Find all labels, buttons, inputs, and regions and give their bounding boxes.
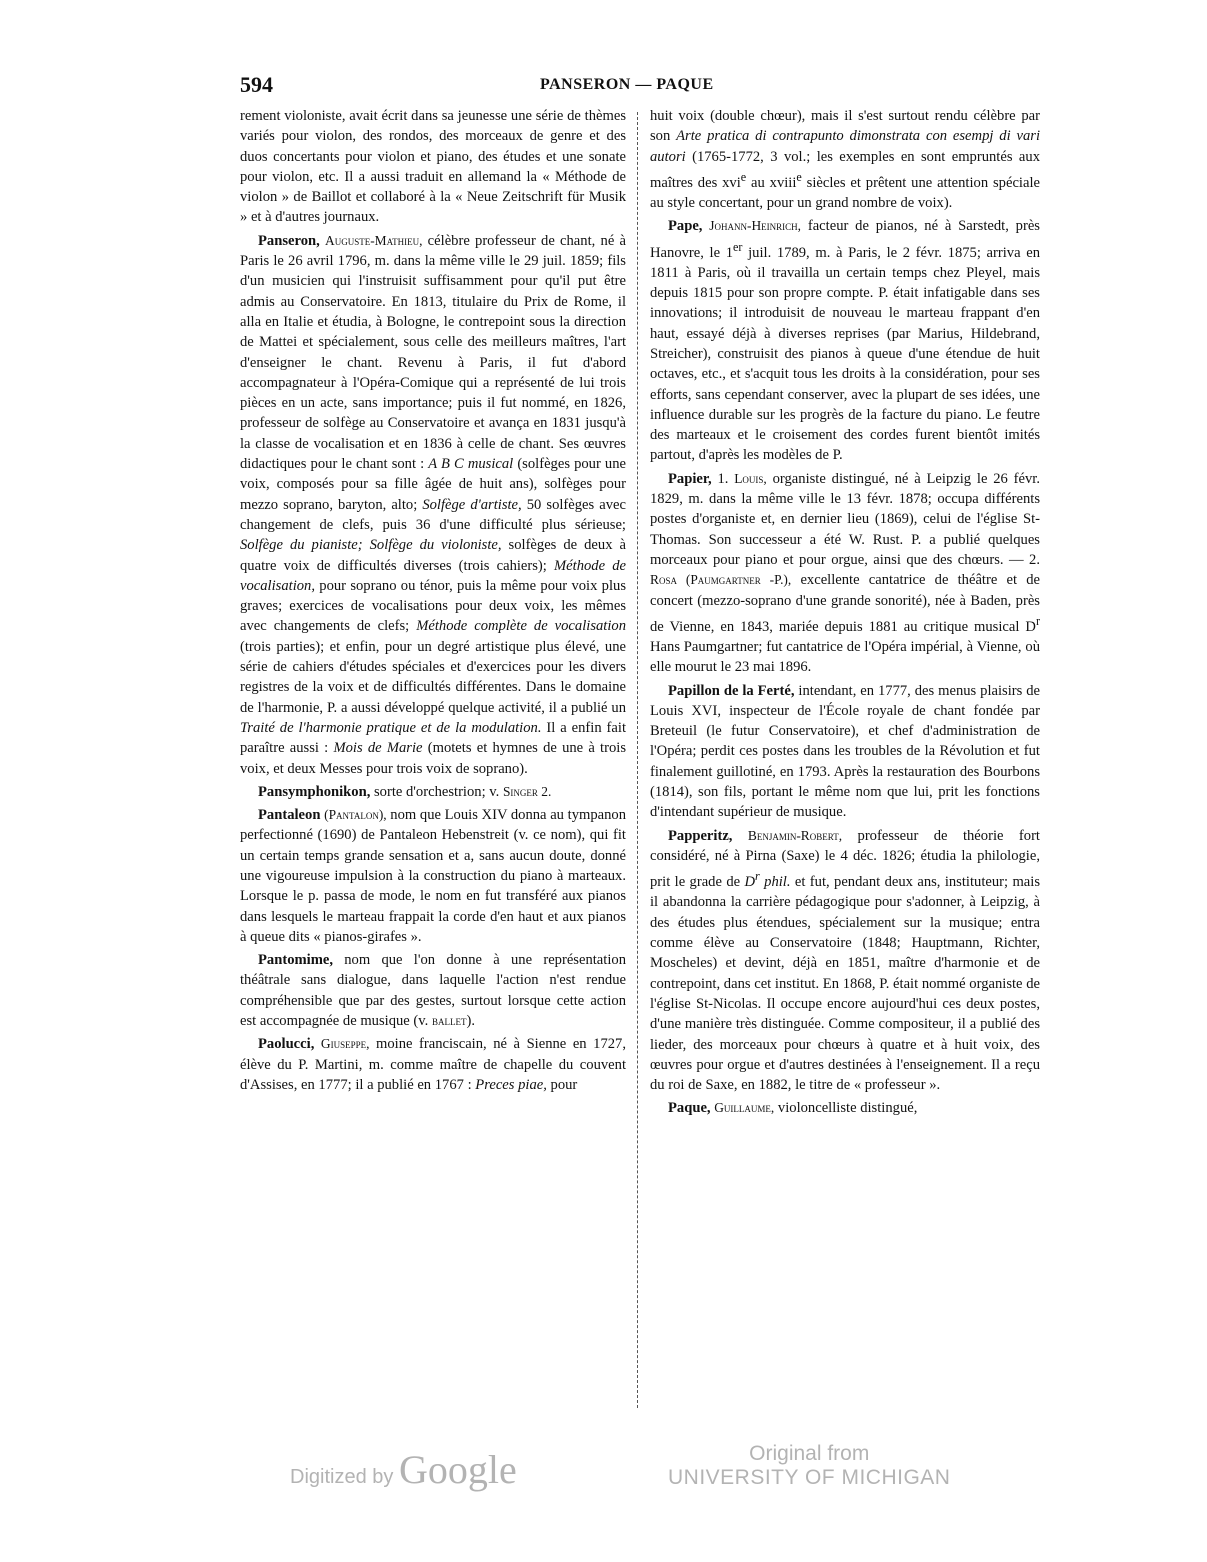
- entry-continuation: huit voix (double chœur), mais il s'est surtout rendu célèbre par son Arte pratica di contrapunto dimonstrata con esempj di vari autori (1765-1772, 3 vol.; les exemples en sont empruntés aux maîtres des xvi$^e$ au xviii$^e$ siècles et prêtent une attention spéciale au style concertant, pour un grand nombre de voix).: [650, 108, 1041, 212]
- entry-pape: Pape, Johann-Heinrich, facteur de pianos, né à Sarstedt, près Hanovre, le 1er juil. 1789, m. à Paris, le 2 févr. 1875; arriva en 1811 à Paris, où il travailla un certain temps chez Pleyel, mais depuis 1815 pour son propre compte. P. était infatigable dans ses innovations; il introduisit de nouveau le marteau frappant d'en haut, essayé déjà à diverses reprises (par Marius, Hildebrand, Streicher), construisit des pianos à queue d'une étendue de huit octaves, etc., et s'acquit tous les droits à la considération, pour ses efforts, sans cependant conserver, avec la plupart de ses idées, une influence durable sur les progrès de la facture du piano. Le feutre des marteaux et le croisement des cordes furent bientôt imités partout, d'après les modèles de P.: [650, 218, 1040, 464]
- entry-headword: Pantaleon: [258, 807, 321, 824]
- entry-headword: Papperitz,: [668, 827, 733, 844]
- entry-papillon: Papillon de la Ferté, intendant, en 1777, des menus plaisirs de Louis XVI, inspecteur de l'École royale de chant fondée par Breteuil (le futur Conservatoire), et chef d'administration de l'Opéra; perdit ces postes dans les troubles de la Révolution et fut finalement guillotiné, en 1793. Après la restauration des Bourbons (1814), son fils, portant le même nom que lui, prit les fonctions d'intendant supérieur de musique.: [650, 682, 1040, 821]
- entry-forename: Louis,: [734, 470, 767, 486]
- work-title: Arte pratica di contrapunto dimonstrata con esempj di vari autori: [650, 128, 1041, 165]
- entry-forename: Giuseppe,: [320, 1036, 370, 1052]
- work-title: Méthode complète de vocalisation: [416, 618, 626, 635]
- running-head: PANSERON — PAQUE: [540, 76, 714, 93]
- page-number: 594: [240, 72, 273, 97]
- entry-headword: Paque,: [668, 1100, 711, 1117]
- entry-forename: Benjamin-Robert,: [747, 827, 843, 843]
- work-title: Mois de Marie: [333, 740, 423, 757]
- entry-paolucci: Paolucci, Giuseppe, moine franciscain, né à Sienne en 1727, élève du P. Martini, m. comme maître de chapelle du couvent d'Assises, en 1777; il a publié en 1767 : Preces piae, pour: [240, 1036, 626, 1093]
- right-column: [650, 106, 1040, 1122]
- work-title: Solfège d'artiste,: [422, 496, 522, 513]
- library-watermark: Original from UNIVERSITY OF MICHIGAN: [668, 1442, 951, 1489]
- entry-headword: Panseron,: [258, 232, 320, 249]
- entry-pansymphonikon: Pansymphonikon, sorte d'orchestrion; v. Singer 2.: [258, 783, 552, 800]
- cross-reference: Singer 2.: [502, 783, 552, 799]
- entry-forename: Guillaume,: [714, 1100, 775, 1116]
- entry-pantomime: Pantomime, nom que l'on donne à une représentation théâtrale sans dialogue, dans laquelle l'action n'est rendue compréhensible que par des gestes, surtout lorsque cette action est accompagnée de musique (v. ballet).: [240, 952, 626, 1030]
- entry-papperitz: Papperitz, Benjamin-Robert, professeur de théorie fort considéré, né à Pirna (Saxe) le 4 déc. 1826; étudia la philologie, prit le grade de $D^r$ phil. et fut, pendant deux ans, instituteur; mais il abandonna la carrière pédagogique pour s'adonner, à Leipzig, à des études plus étendues, spécialement sur la musique; entra comme élève au Conservatoire (1848; Hauptmann, Richter, Moscheles) et devint, déjà en 1851, maître d'harmonie et de contrepoint, dans cet institut. En 1868, P. était nommé organiste de l'église St-Nicolas. Il occupe encore aujourd'hui ces deux postes, d'une manière très distinguée. Comme compositeur, il a publié des lieder, des morceaux pour chœurs à quatre et à huit voix, des œuvres pour orgue et d'autres destinées à l'enseignement. Il a reçu du roi de Saxe, en 1882, le titre de « professeur ».: [650, 827, 1041, 1094]
- google-logo: Google: [398, 1447, 517, 1492]
- work-title: Preces piae,: [475, 1076, 547, 1093]
- entry-headword: Papillon de la Ferté,: [668, 682, 795, 699]
- entry-headword: Paolucci,: [258, 1036, 315, 1053]
- entry-pantaleon: Pantaleon (Pantalon), nom que Louis XIV donna au tympanon perfectionné (1690) de Pantaleon Hebenstreit (v. ce nom), qui fit un certain temps grande sensation et a, sans aucun doute, donné une vigoureuse impulsion à la construction du piano à marteaux. Lorsque le p. passa de mode, le nom en fut transféré aux pianos dans lesquels le marteau frappait la corde d'en haut et aux pianos à queue dits « pianos-girafes ».: [240, 807, 627, 945]
- entry-forename: Auguste-Mathieu,: [325, 232, 423, 248]
- digitization-watermark: [240, 1436, 1040, 1516]
- entry-headword: Pape,: [668, 218, 703, 235]
- entry-paque: Paque, Guillaume, violoncelliste distingué,: [668, 1100, 918, 1117]
- entry-panseron: Panseron, Auguste-Mathieu, célèbre professeur de chant, né à Paris le 26 avril 1796, m. dans la même ville le 29 juil. 1859; fils d'un musicien qui l'instruisit suffisamment pour qu'il put être admis au Conservatoire. En 1813, titulaire du Prix de Rome, il alla en Italie et étudia, à Bologne, le contrepoint sous la direction de Mattei et spécialement, sous celle des meilleurs maîtres, l'art d'enseigner le chant. Revenu à Paris, il fut d'abord accompagnateur à l'Opéra-Comique qui a représenté de lui trois pièces en un acte, sans importance; puis il fut nommé, en 1826, professeur de solfège au Conservatoire et avança en 1831 jusqu'à la classe de vocalisation et en 1836 à celle de chant. Ses œuvres didactiques pour le chant sont : A B C musical (solfèges pour une voix, composés pour sa fille âgée de huit ans), solfèges pour mezzo soprano, baryton, alto; Solfège d'artiste, 50 solfèges avec changement de clefs, puis 36 d'une difficulté plus sérieuse; Solfège du pianiste; Solfège du violoniste, solfèges de deux à quatre voix de difficultés diverses (trois cahiers); Méthode de vocalisation, pour soprano ou ténor, puis la même pour voix plus graves; exercices de vocalisations pour deux voix, les mêmes avec changements de clefs; Méthode complète de vocalisation (trois parties); et enfin, pour un degré artistique plus élevé, une série de cahiers d'études spéciales et d'exercices pour les divers registres de la voix et de difficultés différentes. Dans le domaine de l'harmonie, P. a aussi développé quelque activité, il a publié un Traité de l'harmonie pratique et de la modulation. Il a enfin fait paraître aussi : Mois de Marie (motets et hymnes de une à trois voix, et deux Messes pour trois voix de soprano).: [240, 232, 627, 777]
- work-title: Méthode de vocalisation,: [240, 557, 626, 594]
- left-column: [240, 106, 626, 1098]
- entry-papier: Papier, 1. Louis, organiste distingué, né à Leipzig le 26 févr. 1829, m. dans la même ville le 13 févr. 1878; occupa différents postes d'organiste et, en dernier lieu (1869), celui de l'église St-Thomas. Son successeur a été W. Rust. P. a publié quelques morceaux pour piano et pour orgue, ainsi que des chœurs. — 2. Rosa (Paumgartner -P.), excellente cantatrice de théâtre et de concert (mezzo-soprano d'une grande sonorité), née à Baden, près de Vienne, en 1843, mariée depuis 1881 au critique musical $D^r$ Hans Paumgartner; fut cantatrice de l'Opéra impérial, à Vienne, où elle mourut le 23 mai 1896.: [650, 470, 1040, 676]
- entry-headword: Papier,: [668, 470, 712, 487]
- work-title: Traité de l'harmonie pratique et de la modulation.: [240, 719, 542, 736]
- entry-headword: Pantomime,: [258, 952, 333, 969]
- entry-continuation: rement violoniste, avait écrit dans sa jeunesse une série de thèmes variés pour violon, des rondos, des morceaux de genre et des duos concertants pour violon et piano, des études et une sonate pour violon, etc. Il a aussi traduit en allemand la « Méthode de violon » de Baillot et collaboré à la « Neue Zeitschrift für Musik » et à d'autres journaux.: [240, 108, 626, 226]
- column-divider: [637, 112, 639, 1408]
- cross-reference: ballet: [431, 1013, 467, 1029]
- entry-forename: Johann-Heinrich,: [709, 218, 802, 234]
- entry-forename: Rosa (Paumgartner -P.),: [650, 572, 792, 588]
- entry-headword: Pansymphonikon,: [258, 783, 371, 800]
- entry-variant: (Pantalon),: [324, 807, 387, 823]
- page-header: [240, 72, 1040, 104]
- google-watermark: Digitized by Google: [290, 1447, 517, 1492]
- work-title: Solfège du pianiste; Solfège du violoniste,: [240, 537, 502, 554]
- work-title: A B C musical: [428, 456, 514, 473]
